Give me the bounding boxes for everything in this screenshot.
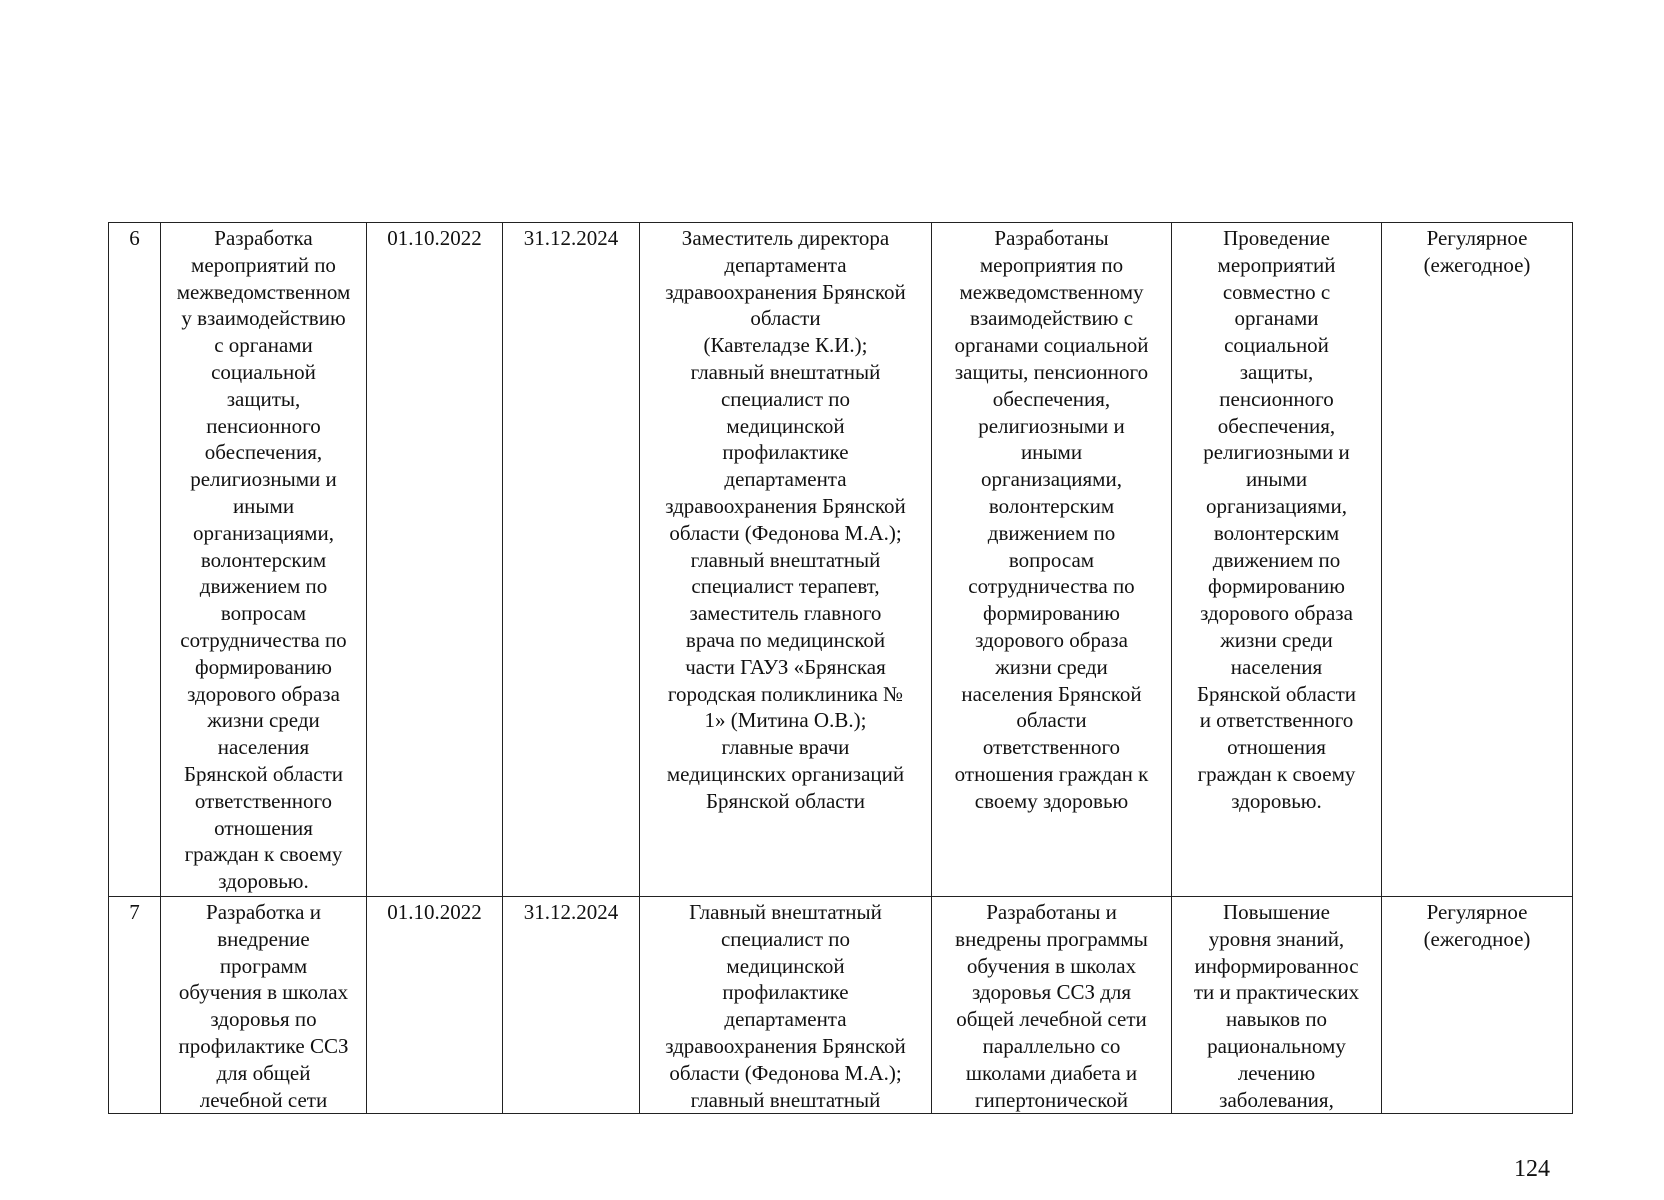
start-date: 01.10.2022	[387, 900, 482, 924]
responsible-text: Главный внештатный специалист по медицинской профилактике департамента здравоохранения Брянской области (Федонова М.А.); главный внештатный	[665, 900, 906, 1112]
table-row	[109, 223, 1573, 897]
frequency-text: Регулярное (ежегодное)	[1423, 226, 1531, 277]
end-date-cell	[503, 223, 640, 897]
frequency-cell	[1382, 897, 1573, 1114]
row-number: 7	[129, 900, 140, 924]
effect-cell	[1172, 897, 1382, 1114]
responsible-text: Заместитель директора департамента здравоохранения Брянской области (Кавтеладзе К.И.); главный внештатный специалист по медицинской профилактике департамента здравоохранения Брянской области (Федонова М.А.); главный внештатный специалист терапевт, заместитель главного врача по медицинской части ГАУЗ «Брянская городская поликлиника № 1» (Митина О.В.); главные врачи медицинских организаций Брянской области	[665, 226, 906, 813]
row-number-cell	[109, 223, 161, 897]
page-number: 124	[1514, 1156, 1550, 1182]
end-date-cell	[503, 897, 640, 1114]
result-text: Разработаны и внедрены программы обучения в школах здоровья ССЗ для общей лечебной сети параллельно со школами диабета и гипертонической	[955, 900, 1148, 1112]
result-text: Разработаны мероприятия по межведомственному взаимодействию с органами социальной защиты, пенсионного обеспечения, религиозными и иными организациями, волонтерским движением по вопросам сотрудничества по формированию здорового образа жизни среди населения Брянской области ответственного отношения граждан к своему здоровью	[954, 226, 1149, 813]
effect-text: Повышение уровня знаний, информированнос ти и практических навыков по рациональному лечению заболевания,	[1193, 900, 1360, 1112]
row-number: 6	[129, 226, 140, 250]
plan-table	[108, 222, 1573, 1114]
activity-text: Разработка и внедрение программ обучения в школах здоровья по профилактике ССЗ для общей лечебной сети	[178, 900, 349, 1112]
start-date: 01.10.2022	[387, 226, 482, 250]
frequency-cell	[1382, 223, 1573, 897]
effect-text: Проведение мероприятий совместно с органами социальной защиты, пенсионного обеспечения, религиозными и иными организациями, волонтерским движением по формированию здорового образа жизни среди населения Брянской области и ответственного отношения граждан к своему здоровью.	[1196, 226, 1357, 813]
table-row	[109, 897, 1573, 1114]
row-number-cell	[109, 897, 161, 1114]
frequency-text: Регулярное (ежегодное)	[1423, 900, 1531, 951]
end-date: 31.12.2024	[523, 900, 619, 924]
result-cell	[932, 897, 1172, 1114]
activity-cell	[161, 223, 367, 897]
effect-cell	[1172, 223, 1382, 897]
responsible-cell	[640, 897, 932, 1114]
activity-text: Разработка мероприятий по межведомственном у взаимодействию с органами социальной защиты, пенсионного обеспечения, религиозными и иными организациями, волонтерским движением по вопросам сотрудничества по формированию здорового образа жизни среди населения Брянской области ответственного отношения граждан к своему здоровью.	[176, 226, 351, 894]
responsible-cell	[640, 223, 932, 897]
end-date: 31.12.2024	[523, 226, 619, 250]
start-date-cell	[367, 897, 503, 1114]
start-date-cell	[367, 223, 503, 897]
result-cell	[932, 223, 1172, 897]
activity-cell	[161, 897, 367, 1114]
